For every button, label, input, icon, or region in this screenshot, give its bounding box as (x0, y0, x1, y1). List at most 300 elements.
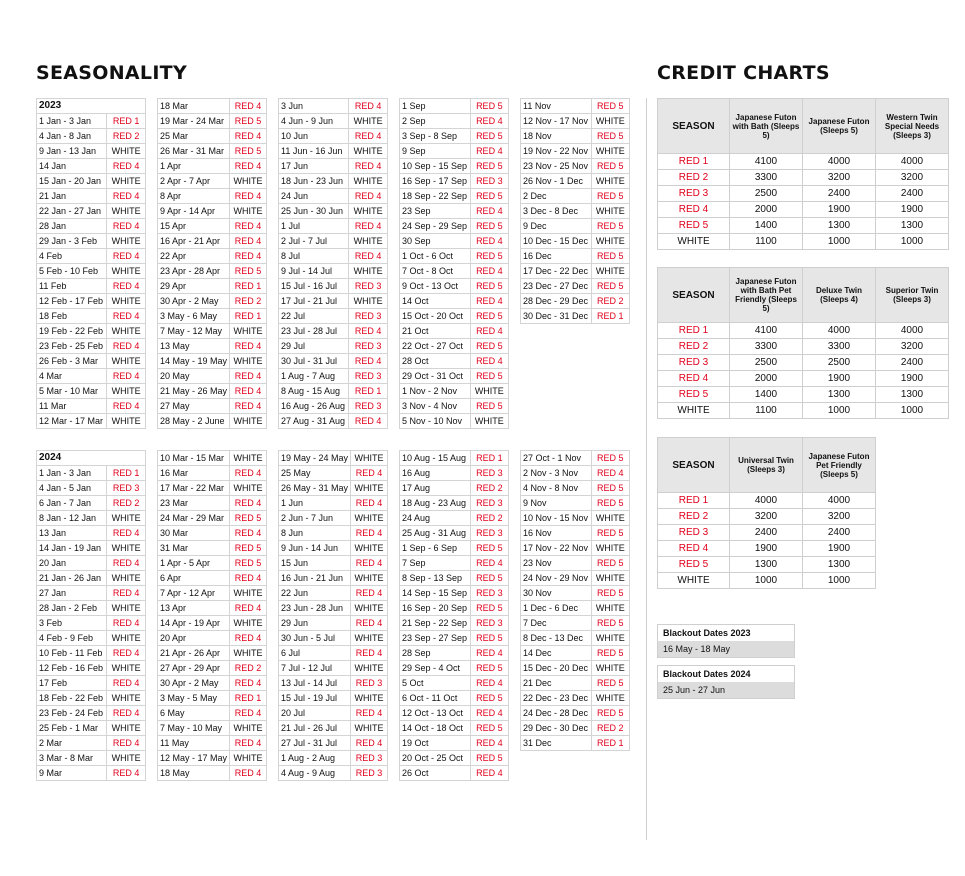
season-row (37, 144, 146, 159)
date-range: 19 May - 24 May (279, 451, 351, 466)
date-range: 17 Aug (400, 481, 471, 496)
season-code: RED 4 (230, 736, 267, 751)
season-row (400, 616, 509, 631)
credit-value: 1000 (876, 234, 949, 250)
date-range: 2 Nov - 3 Nov (521, 466, 592, 481)
season-code: WHITE (351, 451, 388, 466)
season-code: RED 5 (591, 129, 629, 144)
season-row (521, 721, 630, 736)
season-code: WHITE (107, 751, 146, 766)
date-range: 2 Sep (400, 114, 471, 129)
date-range: 5 Nov - 10 Nov (400, 414, 471, 429)
season-code: RED 4 (230, 384, 267, 399)
credit-value: 1100 (730, 234, 803, 250)
season-code: RED 1 (107, 114, 146, 129)
season-row (521, 204, 630, 219)
season-row (279, 691, 388, 706)
date-range: 29 Apr (158, 279, 230, 294)
season-code: RED 4 (349, 129, 388, 144)
season-row (400, 249, 509, 264)
season-code: RED 5 (470, 279, 508, 294)
season-code: RED 4 (349, 99, 388, 114)
date-range: 4 Jan - 8 Jan (37, 129, 107, 144)
date-range: 6 Jan - 7 Jan (37, 496, 107, 511)
date-range: 1 Sep - 6 Sep (400, 541, 471, 556)
season-code: RED 5 (591, 556, 629, 571)
season-row (158, 204, 267, 219)
season-code: RED 4 (230, 249, 267, 264)
season-code: RED 5 (470, 189, 508, 204)
credit-row (658, 387, 949, 403)
credit-value: 3200 (803, 170, 876, 186)
season-row (400, 706, 509, 721)
date-range: 28 Dec - 29 Dec (521, 294, 592, 309)
season-code: RED 4 (351, 466, 388, 481)
season-code: RED 4 (470, 114, 508, 129)
season-row (279, 601, 388, 616)
season-row (37, 586, 146, 601)
date-range: 8 Apr (158, 189, 230, 204)
season-code: RED 4 (230, 234, 267, 249)
date-range: 12 Feb - 16 Feb (37, 661, 107, 676)
season-column-2023-2 (157, 98, 267, 429)
date-range: 29 Oct - 31 Oct (400, 369, 471, 384)
date-range: 19 Nov - 22 Nov (521, 144, 592, 159)
season-row (400, 766, 509, 781)
season-code: RED 4 (107, 526, 146, 541)
credit-value: 2400 (803, 186, 876, 202)
season-code: RED 5 (591, 496, 629, 511)
season-row (279, 369, 388, 384)
season-row (279, 646, 388, 661)
credit-value: 4100 (730, 323, 803, 339)
season-column-2024-5 (520, 450, 630, 751)
season-row (400, 466, 509, 481)
season-row (521, 451, 630, 466)
season-row (521, 264, 630, 279)
season-row (521, 676, 630, 691)
season-row (158, 159, 267, 174)
season-label: RED 1 (658, 323, 730, 339)
date-range: 13 Jul - 14 Jul (279, 676, 351, 691)
date-range: 21 Sep - 22 Sep (400, 616, 471, 631)
season-column-2023-3 (278, 98, 388, 429)
season-row (37, 601, 146, 616)
date-range: 12 Oct - 13 Oct (400, 706, 471, 721)
season-row (158, 691, 267, 706)
season-code: RED 2 (230, 294, 267, 309)
season-code: RED 4 (351, 706, 388, 721)
date-range: 23 Nov (521, 556, 592, 571)
date-range: 10 Nov - 15 Nov (521, 511, 592, 526)
season-code: WHITE (351, 661, 388, 676)
date-range: 17 Jul - 21 Jul (279, 294, 349, 309)
date-range: 11 Feb (37, 279, 107, 294)
date-range: 7 Jul - 12 Jul (279, 661, 351, 676)
credit-chart-1 (657, 98, 949, 250)
season-code: RED 4 (470, 766, 508, 781)
season-code: RED 5 (230, 556, 267, 571)
season-row (158, 354, 267, 369)
date-range: 23 Apr - 28 Apr (158, 264, 230, 279)
season-row (37, 511, 146, 526)
season-row (37, 481, 146, 496)
season-row (521, 159, 630, 174)
season-row (37, 661, 146, 676)
date-range: 30 Jun - 5 Jul (279, 631, 351, 646)
date-range: 1 Jul (279, 219, 349, 234)
blackout-dates: 25 Jun - 27 Jun (658, 682, 794, 698)
year-row (37, 99, 146, 114)
season-row (400, 496, 509, 511)
credit-value: 2500 (803, 355, 876, 371)
date-range: 28 Jan (37, 219, 107, 234)
credit-row (658, 493, 876, 509)
date-range: 28 Sep (400, 646, 471, 661)
date-range: 1 Apr (158, 159, 230, 174)
season-row (37, 631, 146, 646)
date-range: 7 Apr - 12 Apr (158, 586, 230, 601)
date-range: 15 Jul - 19 Jul (279, 691, 351, 706)
season-code: RED 4 (107, 369, 146, 384)
date-range: 10 Dec - 15 Dec (521, 234, 592, 249)
season-row (521, 466, 630, 481)
date-range: 29 Jul (279, 339, 349, 354)
season-code: RED 2 (591, 721, 629, 736)
date-range: 11 Nov (521, 99, 592, 114)
season-code: RED 2 (470, 481, 508, 496)
date-range: 24 Jun (279, 189, 349, 204)
season-code: RED 4 (470, 234, 508, 249)
season-label: RED 3 (658, 186, 730, 202)
credit-value: 1300 (730, 557, 803, 573)
season-code: RED 3 (470, 526, 508, 541)
season-row (37, 249, 146, 264)
date-range: 15 Jan - 20 Jan (37, 174, 107, 189)
season-code: RED 4 (470, 706, 508, 721)
season-row (279, 249, 388, 264)
season-column-2024-4 (399, 450, 509, 781)
date-range: 1 Aug - 2 Aug (279, 751, 351, 766)
season-row (279, 354, 388, 369)
season-code: RED 4 (107, 586, 146, 601)
season-row (400, 481, 509, 496)
season-row (279, 736, 388, 751)
season-row (158, 174, 267, 189)
season-code: RED 4 (470, 264, 508, 279)
season-row (158, 706, 267, 721)
date-range: 14 Oct - 18 Oct (400, 721, 471, 736)
date-range: 4 Feb (37, 249, 107, 264)
season-code: RED 4 (230, 526, 267, 541)
season-code: WHITE (107, 691, 146, 706)
season-row (37, 676, 146, 691)
season-label: RED 5 (658, 387, 730, 403)
season-code: RED 1 (107, 466, 146, 481)
season-row (158, 451, 267, 466)
season-row (37, 219, 146, 234)
date-range: 22 Dec - 23 Dec (521, 691, 592, 706)
season-row (158, 541, 267, 556)
date-range: 21 Dec (521, 676, 592, 691)
season-code: RED 4 (230, 369, 267, 384)
season-row (158, 384, 267, 399)
season-code: RED 3 (351, 751, 388, 766)
season-row (279, 324, 388, 339)
season-code: RED 4 (230, 219, 267, 234)
season-row (37, 526, 146, 541)
season-code: WHITE (107, 414, 146, 429)
season-code: RED 4 (351, 616, 388, 631)
credit-value: 1000 (876, 403, 949, 419)
season-row (37, 691, 146, 706)
credit-row (658, 339, 949, 355)
blackout-box (657, 665, 795, 699)
season-row (158, 721, 267, 736)
season-row (158, 496, 267, 511)
date-range: 3 Mar - 8 Mar (37, 751, 107, 766)
date-range: 23 Sep - 27 Sep (400, 631, 471, 646)
season-code: RED 4 (470, 294, 508, 309)
season-code: WHITE (107, 571, 146, 586)
season-code: RED 3 (470, 496, 508, 511)
season-code: RED 4 (107, 706, 146, 721)
season-row (37, 496, 146, 511)
room-type-header: Superior Twin (Sleeps 3) (876, 268, 949, 323)
season-row (279, 309, 388, 324)
season-row (37, 646, 146, 661)
season-code: RED 4 (230, 466, 267, 481)
season-row (158, 414, 267, 429)
season-row (400, 511, 509, 526)
season-code: RED 5 (591, 279, 629, 294)
date-range: 7 May - 12 May (158, 324, 230, 339)
credit-value: 1400 (730, 218, 803, 234)
season-code: WHITE (351, 541, 388, 556)
season-row (158, 369, 267, 384)
date-range: 4 Mar (37, 369, 107, 384)
season-row (158, 114, 267, 129)
date-range: 3 Sep - 8 Sep (400, 129, 471, 144)
date-range: 24 Aug (400, 511, 471, 526)
season-row (158, 556, 267, 571)
season-label: WHITE (658, 234, 730, 250)
credit-value: 1900 (876, 371, 949, 387)
season-code: WHITE (351, 721, 388, 736)
season-code: WHITE (230, 721, 267, 736)
credit-chart-2 (657, 267, 949, 419)
season-row (400, 204, 509, 219)
season-code: WHITE (591, 691, 629, 706)
credit-header-row (658, 438, 876, 493)
season-row (279, 586, 388, 601)
date-range: 29 Dec - 30 Dec (521, 721, 592, 736)
season-code: RED 4 (470, 736, 508, 751)
season-row (521, 174, 630, 189)
season-code: WHITE (230, 586, 267, 601)
season-row (400, 571, 509, 586)
season-row (521, 234, 630, 249)
season-row (400, 736, 509, 751)
season-code: RED 4 (230, 399, 267, 414)
season-row (158, 264, 267, 279)
date-range: 23 Feb - 25 Feb (37, 339, 107, 354)
season-row (521, 189, 630, 204)
season-code: WHITE (230, 174, 267, 189)
credit-row (658, 234, 949, 250)
date-range: 4 Feb - 9 Feb (37, 631, 107, 646)
season-code: WHITE (107, 174, 146, 189)
season-row (400, 144, 509, 159)
season-code: RED 4 (107, 646, 146, 661)
credit-row (658, 186, 949, 202)
season-row (279, 481, 388, 496)
season-code: WHITE (230, 204, 267, 219)
season-header: SEASON (658, 268, 730, 323)
season-code: WHITE (349, 144, 388, 159)
season-code: WHITE (107, 601, 146, 616)
season-row (37, 706, 146, 721)
season-row (158, 616, 267, 631)
credit-value: 2400 (803, 525, 876, 541)
date-range: 16 Apr - 21 Apr (158, 234, 230, 249)
season-code: RED 5 (591, 616, 629, 631)
season-row (521, 556, 630, 571)
date-range: 6 May (158, 706, 230, 721)
date-range: 26 Mar - 31 Mar (158, 144, 230, 159)
season-code: RED 4 (230, 339, 267, 354)
season-row (158, 129, 267, 144)
date-range: 23 Nov - 25 Nov (521, 159, 592, 174)
season-row (279, 466, 388, 481)
credit-value: 3200 (803, 509, 876, 525)
season-code: RED 5 (470, 631, 508, 646)
season-row (158, 309, 267, 324)
date-range: 6 Oct - 11 Oct (400, 691, 471, 706)
blackout-title: Blackout Dates 2024 (663, 669, 751, 679)
season-code: WHITE (591, 511, 629, 526)
season-row (279, 114, 388, 129)
date-range: 8 Jul (279, 249, 349, 264)
date-range: 18 Jun - 23 Jun (279, 174, 349, 189)
season-label: RED 4 (658, 202, 730, 218)
season-row (400, 129, 509, 144)
season-code: RED 5 (470, 541, 508, 556)
credit-row (658, 154, 949, 170)
credit-row (658, 557, 876, 573)
date-range: 31 Dec (521, 736, 592, 751)
date-range: 17 Dec - 22 Dec (521, 264, 592, 279)
date-range: 27 Oct - 1 Nov (521, 451, 592, 466)
season-code: RED 4 (470, 144, 508, 159)
season-code: RED 2 (230, 661, 267, 676)
season-row (400, 324, 509, 339)
credit-value: 4100 (730, 154, 803, 170)
date-range: 14 Oct (400, 294, 471, 309)
season-code: WHITE (591, 631, 629, 646)
season-code: RED 5 (591, 706, 629, 721)
date-range: 3 Nov - 4 Nov (400, 399, 471, 414)
season-code: WHITE (107, 324, 146, 339)
season-row (37, 414, 146, 429)
season-code: WHITE (349, 264, 388, 279)
season-row (279, 541, 388, 556)
season-code: WHITE (230, 324, 267, 339)
season-label: RED 3 (658, 355, 730, 371)
season-row (279, 399, 388, 414)
date-range: 14 Jan - 19 Jan (37, 541, 107, 556)
season-row (279, 174, 388, 189)
credit-value: 4000 (876, 154, 949, 170)
season-row (158, 586, 267, 601)
date-range: 3 May - 6 May (158, 309, 230, 324)
season-row (279, 189, 388, 204)
season-label: RED 2 (658, 509, 730, 525)
room-type-header: Universal Twin (Sleeps 3) (730, 438, 803, 493)
season-code: RED 4 (107, 399, 146, 414)
season-code: RED 5 (230, 114, 267, 129)
season-code: RED 1 (230, 279, 267, 294)
credit-value: 4000 (803, 493, 876, 509)
date-range: 1 Oct - 6 Oct (400, 249, 471, 264)
season-code: RED 4 (349, 249, 388, 264)
season-label: RED 3 (658, 525, 730, 541)
season-label: RED 1 (658, 493, 730, 509)
season-row (37, 399, 146, 414)
year-label: 2023 (37, 99, 146, 114)
date-range: 19 Feb - 22 Feb (37, 324, 107, 339)
season-row (158, 144, 267, 159)
season-row (279, 234, 388, 249)
season-code: RED 4 (230, 631, 267, 646)
date-range: 17 Jun (279, 159, 349, 174)
season-row (279, 556, 388, 571)
date-range: 20 May (158, 369, 230, 384)
date-range: 24 Sep - 29 Sep (400, 219, 471, 234)
season-row (279, 264, 388, 279)
season-row (400, 556, 509, 571)
room-type-header: Japanese Futon with Bath Pet Friendly (Sleeps 5) (730, 268, 803, 323)
season-code: RED 4 (351, 556, 388, 571)
season-row (158, 526, 267, 541)
season-row (37, 556, 146, 571)
credit-value: 2000 (730, 371, 803, 387)
credit-value: 4000 (803, 154, 876, 170)
season-row (400, 526, 509, 541)
date-range: 3 May - 5 May (158, 691, 230, 706)
season-row (521, 219, 630, 234)
season-row (158, 751, 267, 766)
room-type-header: Japanese Futon with Bath (Sleeps 5) (730, 99, 803, 154)
season-row (37, 174, 146, 189)
section-divider (646, 98, 647, 840)
date-range: 23 Dec - 27 Dec (521, 279, 592, 294)
date-range: 14 Jan (37, 159, 107, 174)
date-range: 16 Mar (158, 466, 230, 481)
season-code: WHITE (591, 571, 629, 586)
date-range: 16 Aug (400, 466, 471, 481)
date-range: 7 Sep (400, 556, 471, 571)
season-code: RED 4 (107, 766, 146, 781)
season-row (158, 189, 267, 204)
season-row (37, 264, 146, 279)
date-range: 24 Mar - 29 Mar (158, 511, 230, 526)
season-row (158, 279, 267, 294)
date-range: 28 May - 2 June (158, 414, 230, 429)
date-range: 27 May (158, 399, 230, 414)
season-code: RED 5 (591, 646, 629, 661)
credit-value: 1300 (876, 387, 949, 403)
